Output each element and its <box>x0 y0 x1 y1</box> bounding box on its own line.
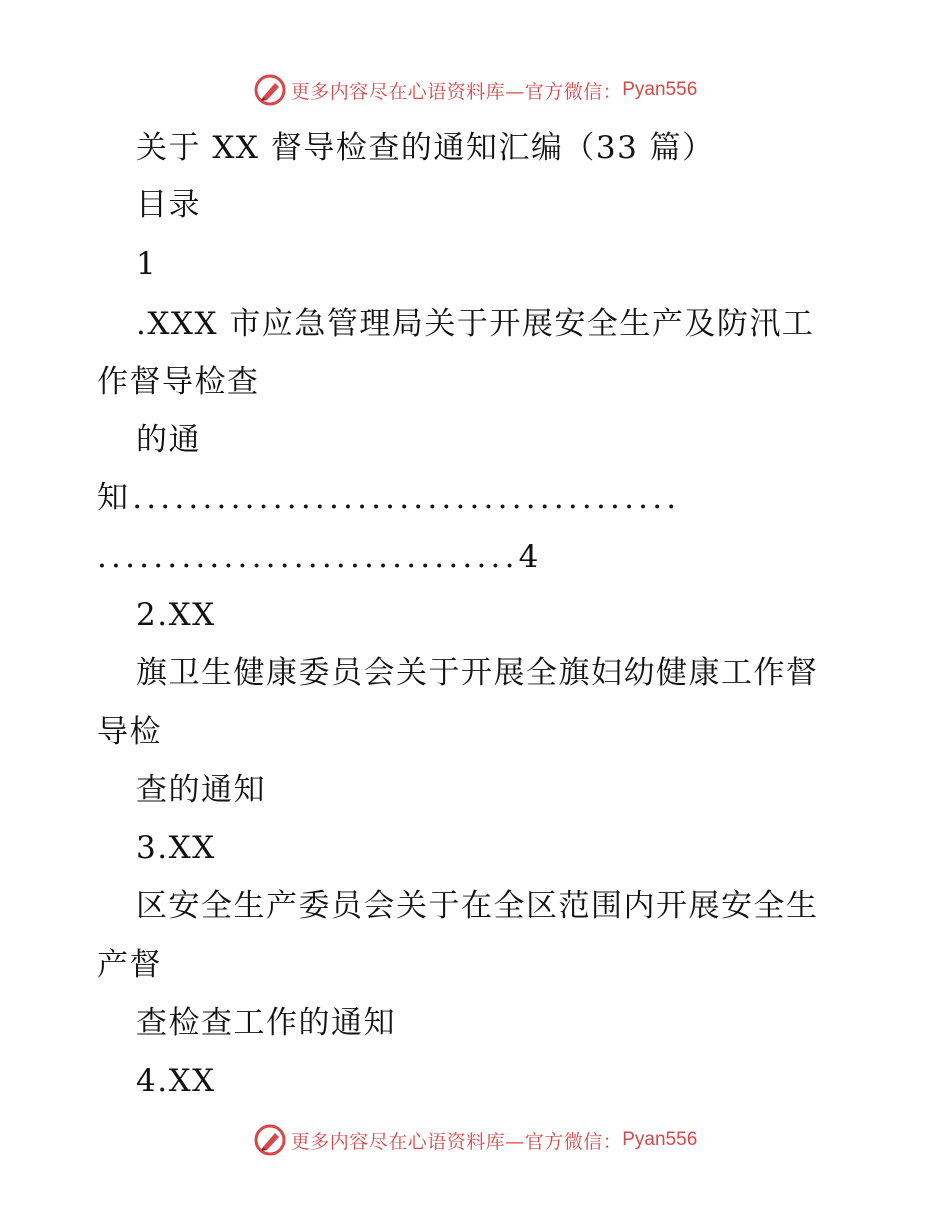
banner-text: 更多内容尽在心语资料库—官方微信： <box>290 80 623 103</box>
document-title: 关于 XX 督导检查的通知汇编（33 篇） <box>136 130 715 166</box>
banner-text: 更多内容尽在心语资料库—官方微信： <box>290 1130 623 1153</box>
pen-logo-icon <box>253 1123 287 1157</box>
header-watermark-banner <box>0 70 950 110</box>
toc-item-2-line-1: 旗卫生健康委员会关于开展全旗妇幼健康工作督 <box>136 655 819 691</box>
banner-wechat-id: Pyan556 <box>622 79 698 100</box>
toc-item-1-number: 1 <box>136 246 158 282</box>
banner-wechat-id: Pyan556 <box>622 1129 698 1150</box>
toc-heading: 目录 <box>136 187 201 223</box>
footer-watermark-banner <box>0 1120 950 1160</box>
toc-item-3-line-2: 产督 <box>97 947 162 983</box>
toc-item-4-number: 4.XX <box>136 1063 216 1099</box>
toc-item-2-line-3: 查的通知 <box>136 772 266 808</box>
toc-item-1-line-2: 作督导检查 <box>97 364 260 400</box>
toc-item-2-number: 2.XX <box>136 597 216 633</box>
toc-item-1-leader-dots: 知....................................... <box>97 480 681 516</box>
toc-item-1-line-3: 的通 <box>136 422 201 458</box>
toc-item-3-line-3: 查检查工作的通知 <box>136 1005 396 1041</box>
toc-item-3-line-1: 区安全生产委员会关于在全区范围内开展安全生 <box>136 888 819 924</box>
toc-item-1-line-1: .XXX 市应急管理局关于开展安全生产及防汛工 <box>136 306 815 342</box>
toc-item-3-number: 3.XX <box>136 830 216 866</box>
toc-item-1-page-number: ..............................4 <box>97 539 543 575</box>
pen-logo-icon <box>253 73 287 107</box>
toc-item-2-line-2: 导检 <box>97 714 162 750</box>
